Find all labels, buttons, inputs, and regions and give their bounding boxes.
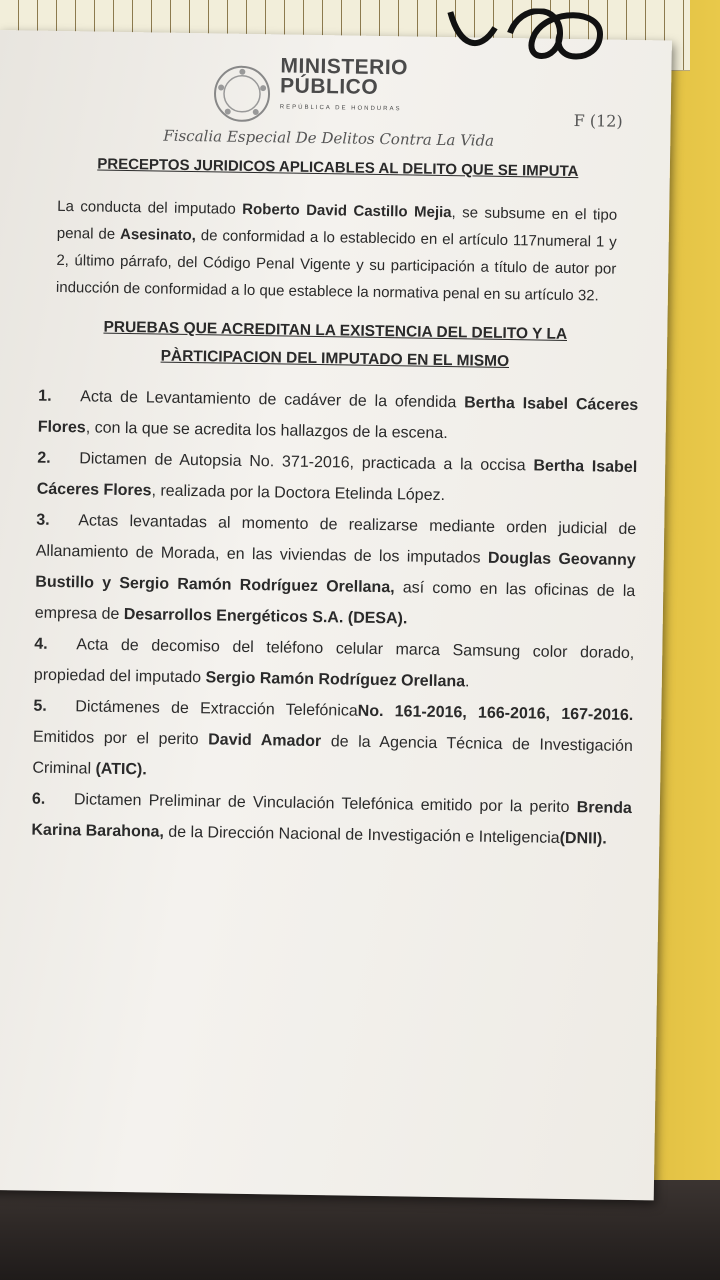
item-text: de la Dirección Nacional de Investigación e Inteligencia [163, 823, 560, 847]
list-item [34, 629, 635, 700]
document-page [0, 30, 672, 1200]
section-heading-evidence: PRUEBAS QUE ACREDITAN LA EXISTENCIA DEL DELITO Y LA PÀRTICIPACION DEL IMPUTADO EN EL MISMO [103, 318, 568, 371]
item-bold: Brenda Karina Barahona, [31, 799, 632, 841]
para1-bold-1: Roberto David Castillo Mejia [242, 200, 452, 222]
item-text: Acta de decomiso del teléfono celular marca Samsung color dorado, propiedad del imputado [33, 636, 635, 687]
list-item [38, 381, 639, 452]
para1-text-1: La conducta del imputado [57, 197, 243, 218]
item-text: , con la que se acredita los hallazgos de la escena. [85, 419, 448, 443]
item-number: 3. [36, 511, 50, 529]
institution-line1: MINISTERIO [280, 54, 409, 80]
para1-text-3: de conformidad a lo establecido en el artículo 117numeral 1 y 2, último párrafo, del Código Penal Vigente y su participación a título de autor por inducción de conformidad a lo que establece la normativa penal en su artículo 32. [55, 227, 617, 305]
item-bold: (ATIC). [95, 760, 147, 779]
item-text: , realizada por la Doctora Etelinda López. [151, 482, 446, 505]
list-item [32, 691, 633, 793]
institution-subtitle: REPÚBLICA DE HONDURAS [279, 104, 402, 113]
item-bold: (DNII). [559, 829, 607, 848]
item-text: Acta de Levantamiento de cadáver de la ofendida [80, 388, 465, 412]
section-heading-legal-precepts: PRECEPTOS JURIDICOS APLICABLES AL DELITO QUE SE IMPUTA [97, 155, 579, 181]
institution-name [280, 56, 408, 119]
item-number: 6. [31, 790, 46, 808]
item-text: de la Agencia Técnica de Investigación Criminal [32, 733, 633, 778]
list-item [35, 505, 637, 638]
item-bold: Desarrollos Energéticos S.A. (DESA). [123, 606, 408, 628]
item-text: Emitidos por el perito [32, 728, 209, 749]
para1-bold-2: Asesinato, [119, 225, 197, 245]
item-text: Dictamen Preliminar de Vinculación Telefónica emitido por la perito [73, 791, 577, 817]
item-text: así como en las oficinas de la empresa de [34, 579, 636, 624]
para1-text-2: , se subsume en el tipo penal de [56, 204, 618, 243]
item-bold: Bertha Isabel Cáceres Flores [37, 394, 639, 437]
list-item [37, 443, 638, 514]
item-bold: David Amador [208, 731, 322, 751]
item-bold: Bertha Isabel Cáceres Flores [36, 457, 638, 500]
item-bold: Douglas Geovanny Bustillo y Sergio Ramón Rodríguez Orellana, [35, 549, 636, 597]
list-item [31, 784, 632, 855]
item-text: Dictámenes de Extracción Telefónica [75, 698, 358, 720]
institution-line2: PÚBLICO [279, 74, 379, 99]
item-text: . [464, 673, 470, 691]
letterhead [163, 51, 625, 168]
item-number: 4. [34, 635, 48, 653]
document-body [31, 151, 639, 855]
evidence-list [31, 381, 638, 855]
item-bold: No. 161-2016, 166-2016, 167-2016. [357, 702, 634, 725]
office-name: Fiscalia Especial De Delitos Contra La Vida [163, 126, 495, 150]
item-number: 5. [33, 697, 47, 715]
item-text: Dictamen de Autopsia No. 371-2016, practicada a la occisa [79, 450, 534, 475]
item-text: Actas levantadas al momento de realizarse mediante orden judicial de Allanamiento de Morada, en las viviendas de los imputados [35, 512, 637, 567]
item-number: 2. [37, 449, 51, 467]
handwritten-page-mark: F (12) [573, 111, 623, 131]
ministry-seal-logo [212, 63, 273, 124]
conduct-paragraph [56, 193, 618, 310]
item-bold: Sergio Ramón Rodríguez Orellana [205, 669, 466, 691]
item-number: 1. [38, 387, 52, 405]
